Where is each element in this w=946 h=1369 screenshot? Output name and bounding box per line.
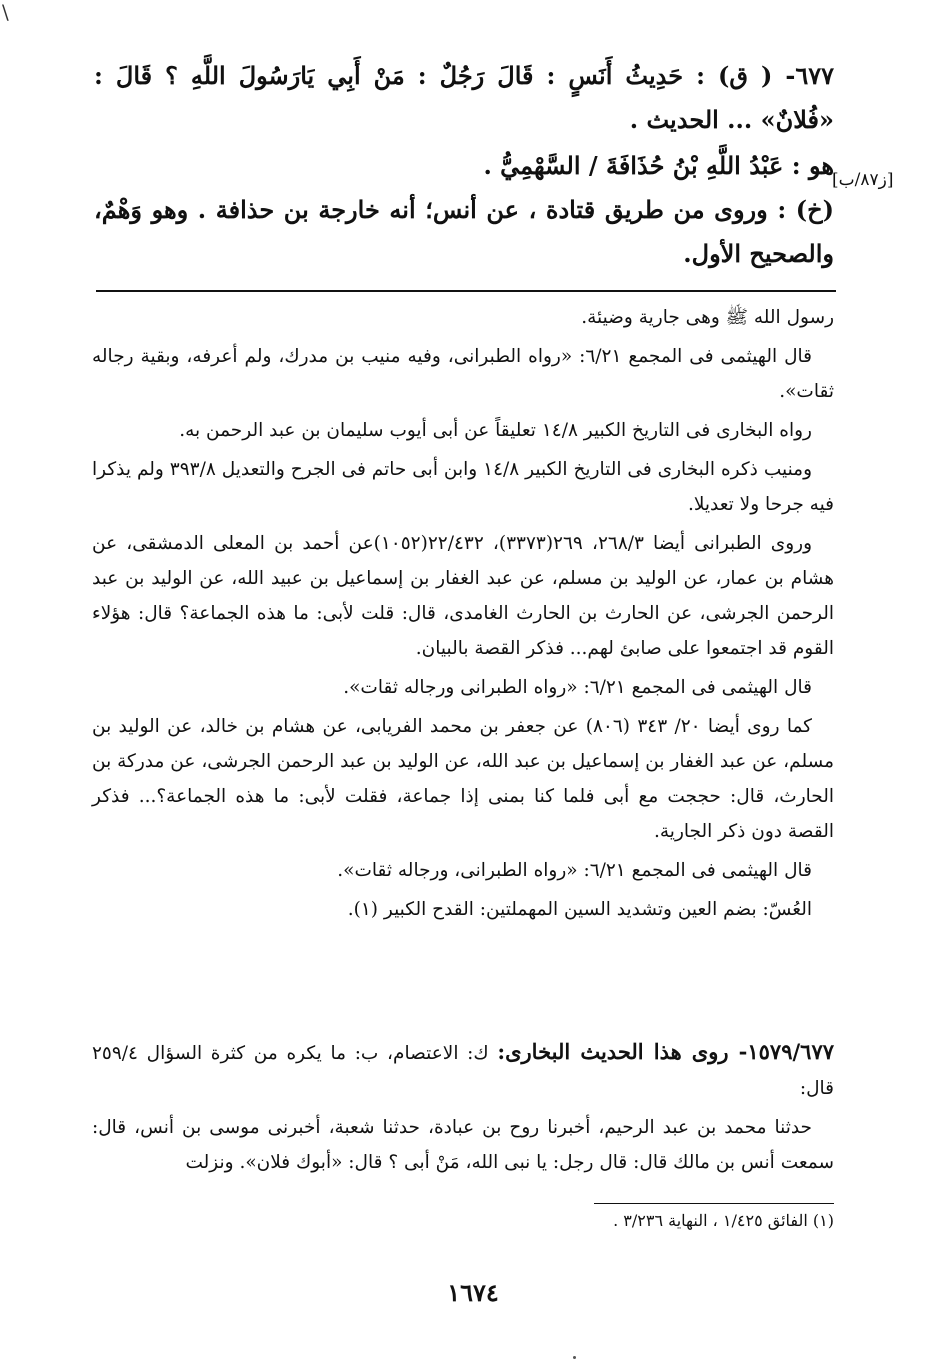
- commentary-paragraph: قال الهيثمى فى المجمع ٦/٢١: «رواه الطبرانى ورجاله ثقات».: [343, 677, 812, 698]
- footnote: (١) الفائق ١/٤٢٥ ، النهاية ٣/٢٣٦ .: [613, 1211, 834, 1230]
- entry-1579: [92, 1034, 834, 1184]
- scan-speck: [573, 1356, 576, 1359]
- commentary-paragraph: قال الهيثمى فى المجمع ٦/٢١: «رواه الطبرانى، وفيه منيب بن مدرك، ولم أعرفه، وبقية رجاله ثقات».: [92, 346, 834, 402]
- glossary-note: العُسّ: بضم العين وتشديد السين المهملتين: القدح الكبير (١).: [347, 899, 812, 920]
- hadith-alternate-narration: (خ) : وروى من طريق قتادة ، عن أنس؛ أنه خارجة بن حذافة . وهو وَهْمٌ، والصحيح الأول.: [94, 195, 834, 268]
- footnote-divider: [594, 1203, 834, 1204]
- commentary-paragraph: رواه البخارى فى التاريخ الكبير ١٤/٨ تعليقاً عن أبى أيوب سليمان بن عبد الرحمن به.: [179, 420, 812, 441]
- commentary-paragraph: قال الهيثمى فى المجمع ٦/٢١: «رواه الطبرانى، ورجاله ثقات».: [337, 860, 812, 881]
- section-divider: [96, 290, 836, 292]
- edge-mark: \: [2, 0, 9, 24]
- entry-heading: ١٥٧٩/٦٧٧- روى هذا الحديث البخارى:: [497, 1039, 834, 1064]
- hadith-entry-677: ٦٧٧- ( ق) : حَدِيثُ أَنَسٍ : قَالَ رَجُلٌ : مَنْ أَبِي يَارَسُولَ اللَّهِ ؟ قَالَ : «فُلانٌ» ... الحديث .: [94, 61, 834, 134]
- entry-source: ك: الاعتصام، ب: ما يكره من كثرة السؤال ٢٥٩/٤ قال:: [92, 1043, 834, 1099]
- commentary-block: [92, 300, 834, 931]
- manuscript-margin-reference: [ز٨٧/ب]: [832, 170, 894, 190]
- entry-body: حدثنا محمد بن عبد الرحيم، أخبرنا روح بن عبادة، حدثنا شعبة، أخبرنى موسى بن أنس، قال: سمعت أنس بن مالك قال: قال رجل: يا نبى الله، مَنْ أبى ؟ قال: «أبوك فلان». ونزلت: [92, 1117, 834, 1173]
- commentary-paragraph: كما روى أيضا ٢٠/ ٣٤٣ (٨٠٦) عن جعفر بن محمد الفريابى، عن هشام بن خالد، عن الوليد بن مسلم، عن عبد الغفار بن إسماعيل بن عبد الله، عن الوليد بن عبد الرحمن الجرشى، عن مدركة بن الحارث، قال: حججت مع أبى فلما كنا بمنى إذا جماعة، فقلت لأبى: ما هذه الجماعة؟... فذكر القصة دون ذكر الجارية.: [92, 716, 834, 842]
- commentary-paragraph: رسول الله ﷺ وهى جارية وضيئة.: [581, 307, 834, 328]
- page-number: ١٦٧٤: [447, 1278, 499, 1307]
- commentary-paragraph: وروى الطبرانى أيضا ٢٦٨/٣، ٢٦٩(٣٣٧٣)، ٢٢/٤٣٢(١٠٥٢)عن أحمد بن المعلى الدمشقى، عن هشام بن عمار، عن الوليد بن مسلم، عن عبد الغفار بن إسماعيل بن عبيد الله، عن الوليد بن عبد الرحمن الجرشى، عن الحارث بن الحارث الغامدى، قال: قلت لأبى: ما هذه الجماعة؟ قال: هؤلاء القوم قد اجتمعوا على صابئ لهم... فذكر القصة بالبيان.: [92, 533, 834, 659]
- commentary-paragraph: ومنيب ذكره البخارى فى التاريخ الكبير ١٤/٨ وابن أبى حاتم فى الجرح والتعديل ٣٩٣/٨ ولم يذكرا فيه جرحا ولا تعديلا.: [92, 459, 834, 515]
- hadith-identification: هو : عَبْدُ اللَّهِ بْنُ حُذَافَةَ / السَّهْمِيُّ .: [483, 151, 834, 180]
